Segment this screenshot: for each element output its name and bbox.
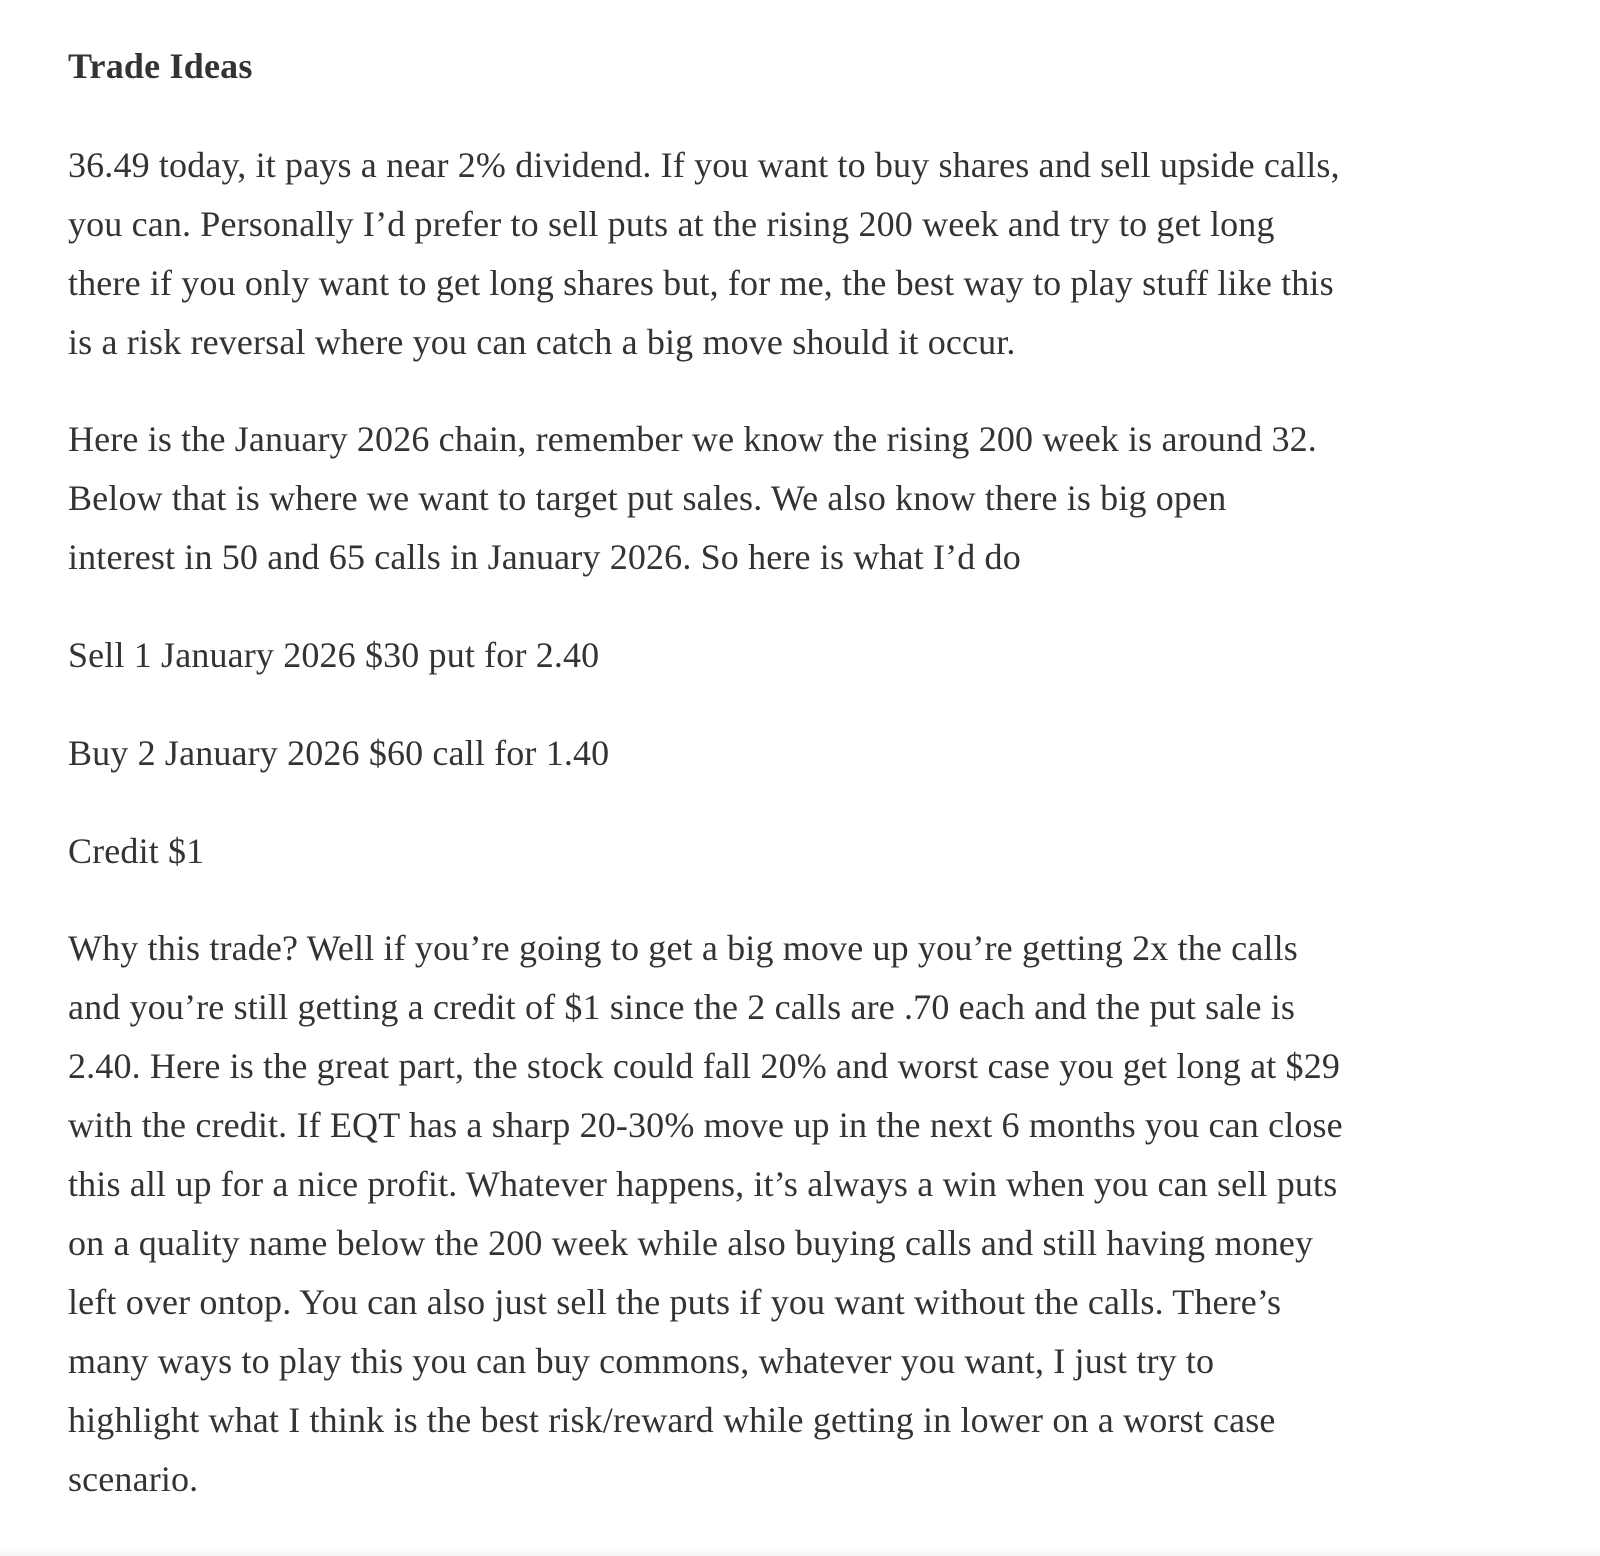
text-line: this all up for a nice profit. Whatever happens, it’s always a win when you can sell puts (68, 1164, 1338, 1204)
text-line: interest in 50 and 65 calls in January 2026. So here is what I’d do (68, 537, 1021, 577)
paragraph-options-chain (68, 410, 1317, 587)
text-line: there if you only want to get long shares but, for me, the best way to play stuff like this (68, 263, 1334, 303)
text-line: Credit $1 (68, 831, 205, 871)
text-line: Sell 1 January 2026 $30 put for 2.40 (68, 635, 600, 675)
text-line: 36.49 today, it pays a near 2% dividend. If you want to buy shares and sell upside calls, (68, 145, 1340, 185)
text-line: left over ontop. You can also just sell the puts if you want without the calls. There’s (68, 1282, 1282, 1322)
text-line: and you’re still getting a credit of $1 since the 2 calls are .70 each and the put sale is (68, 987, 1296, 1027)
trade-leg-buy-call (68, 724, 609, 783)
text-line: Buy 2 January 2026 $60 call for 1.40 (68, 733, 610, 773)
text-line: on a quality name below the 200 week while also buying calls and still having money (68, 1223, 1314, 1263)
text-line: is a risk reversal where you can catch a big move should it occur. (68, 322, 1016, 362)
text-line: scenario. (68, 1459, 199, 1499)
text-line: Below that is where we want to target put sales. We also know there is big open (68, 478, 1227, 518)
text-line: many ways to play this you can buy commons, whatever you want, I just try to (68, 1341, 1215, 1381)
text-line: Why this trade? Well if you’re going to get a big move up you’re getting 2x the calls (68, 928, 1298, 968)
text-line: with the credit. If EQT has a sharp 20-30% move up in the next 6 months you can close (68, 1105, 1343, 1145)
section-heading: Trade Ideas (68, 46, 253, 86)
trade-credit (68, 822, 204, 881)
text-line: you can. Personally I’d prefer to sell puts at the rising 200 week and try to get long (68, 204, 1275, 244)
text-line: highlight what I think is the best risk/reward while getting in lower on a worst case (68, 1400, 1276, 1440)
paragraph-rationale (68, 919, 1343, 1509)
trade-leg-sell-put (68, 626, 599, 685)
page-bottom-edge (0, 1548, 1600, 1556)
text-line: 2.40. Here is the great part, the stock could fall 20% and worst case you get long at $29 (68, 1046, 1340, 1086)
text-line: Here is the January 2026 chain, remember we know the rising 200 week is around 32. (68, 419, 1317, 459)
paragraph-overview (68, 136, 1340, 372)
